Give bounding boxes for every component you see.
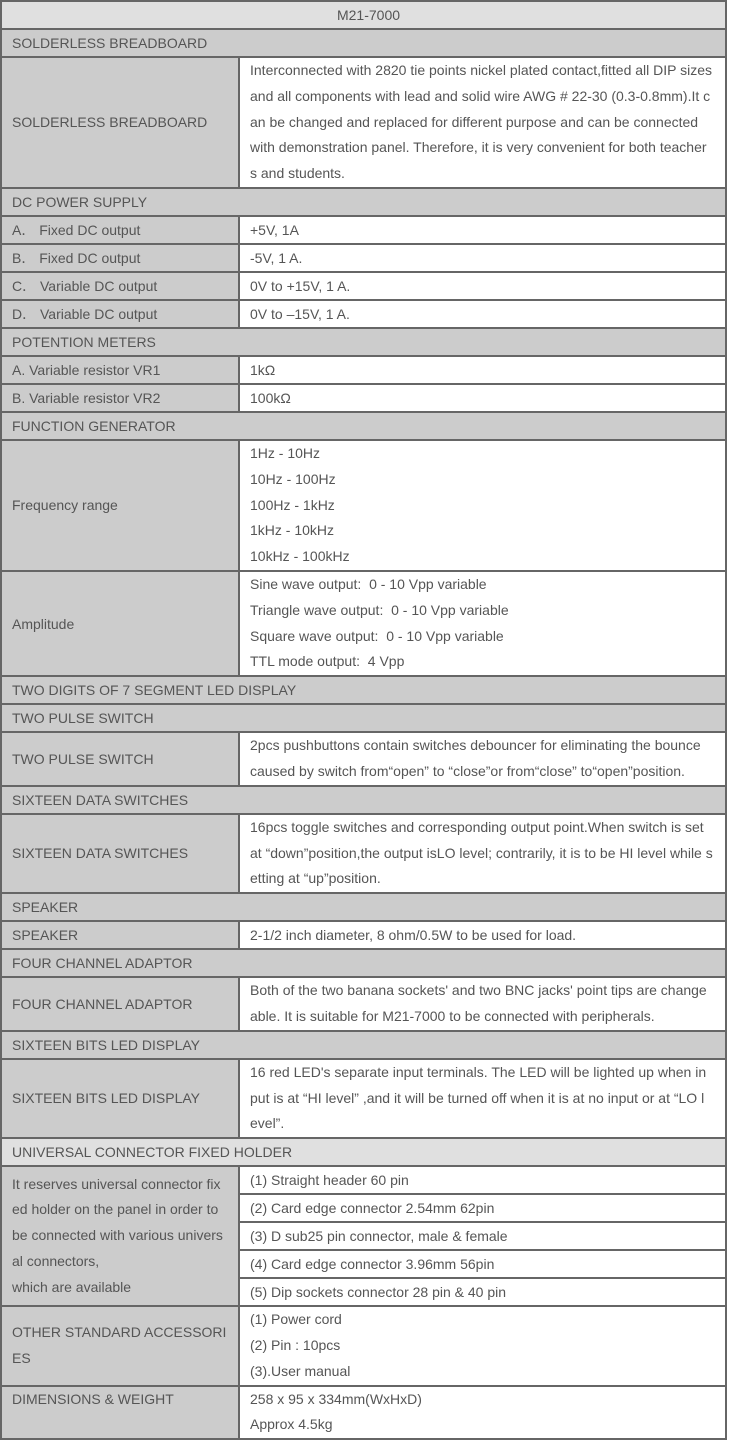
- row-label: C． Variable DC output: [1, 272, 239, 300]
- section-header-connector-holder: UNIVERSAL CONNECTOR FIXED HOLDER: [1, 1138, 726, 1166]
- section-header-dc-power: DC POWER SUPPLY: [1, 188, 726, 216]
- row-label: [1, 1386, 239, 1440]
- text-line: 10Hz - 100Hz: [250, 470, 336, 487]
- text-line: Square wave output: 0 - 10 Vpp variable: [250, 627, 504, 644]
- row-label: FOUR CHANNEL ADAPTOR: [1, 977, 239, 1031]
- row-value: [239, 814, 726, 893]
- row-label: SOLDERLESS BREADBOARD: [1, 57, 239, 188]
- table-row: [1, 571, 726, 676]
- row-label: [1, 1306, 239, 1385]
- row-value: [239, 732, 726, 786]
- table-row: [1, 814, 726, 893]
- text-line: Both of the two banana sockets' and two BNC jacks' point tips are change: [250, 982, 707, 999]
- row-value: (3) D sub25 pin connector, male & female: [239, 1222, 726, 1250]
- table-row: [1, 244, 726, 272]
- table-row: [1, 977, 726, 1031]
- text-line: and all components with lead and solid wire AWG # 22-30 (0.3-0.8mm).It c: [250, 87, 711, 104]
- row-value: [239, 571, 726, 676]
- text-line: put is at “HI level” ,and it will be turned off when it is at no input or at “LO l: [250, 1089, 705, 1106]
- text-line: caused by switch from“open” to “close”or from“close” to“open”position.: [250, 762, 685, 779]
- text-line: 100Hz - 1kHz: [250, 496, 335, 513]
- text-line: 1kHz - 10kHz: [250, 522, 335, 539]
- text-line: (2) Pin : 10pcs: [250, 1336, 341, 1353]
- table-row: [1, 1306, 726, 1385]
- text-line: 16pcs toggle switches and corresponding output point.When switch is set: [250, 818, 704, 835]
- row-value: 0V to –15V, 1 A.: [239, 300, 726, 328]
- text-line: able. It is suitable for M21-7000 to be connected with peripherals.: [250, 1007, 655, 1024]
- row-label: SIXTEEN BITS LED DISPLAY: [1, 1059, 239, 1138]
- text-line: 10kHz - 100kHz: [250, 548, 350, 565]
- text-line: ES: [12, 1349, 31, 1366]
- text-line: Approx 4.5kg: [250, 1416, 333, 1433]
- text-line: at “down”position,the output isLO level; contrarily, it is to be HI level while s: [250, 844, 713, 861]
- section-header-pulse-switch: TWO PULSE SWITCH: [1, 704, 726, 732]
- row-value: (4) Card edge connector 3.96mm 56pin: [239, 1250, 726, 1278]
- row-label: SPEAKER: [1, 921, 239, 949]
- text-line: (3).User manual: [250, 1362, 351, 1379]
- table-row: [1, 57, 726, 188]
- table-row: [1, 216, 726, 244]
- row-label: [1, 1166, 239, 1306]
- text-line: Sine wave output: 0 - 10 Vpp variable: [250, 575, 487, 592]
- row-value: (2) Card edge connector 2.54mm 62pin: [239, 1194, 726, 1222]
- table-row: [1, 300, 726, 328]
- section-header-four-channel: FOUR CHANNEL ADAPTOR: [1, 949, 726, 977]
- text-line: etting at “up”position.: [250, 870, 381, 887]
- table-row: [1, 440, 726, 571]
- text-line: 2pcs pushbuttons contain switches debouncer for eliminating the bounce: [250, 737, 701, 754]
- text-line: (1) Power cord: [250, 1311, 342, 1328]
- section-header-led-display: SIXTEEN BITS LED DISPLAY: [1, 1031, 726, 1059]
- row-label: TWO PULSE SWITCH: [1, 732, 239, 786]
- text-line: TTL mode output: 4 Vpp: [250, 653, 405, 670]
- text-line: 258 x 95 x 334mm(WxHxD): [250, 1390, 422, 1407]
- table-row: [1, 1166, 726, 1194]
- row-value: [239, 977, 726, 1031]
- row-label: Frequency range: [1, 440, 239, 571]
- row-value: +5V, 1A: [239, 216, 726, 244]
- text-line: DIMENSIONS & WEIGHT: [12, 1390, 174, 1407]
- row-value: [239, 1306, 726, 1385]
- row-value: (1) Straight header 60 pin: [239, 1166, 726, 1194]
- row-value: 2-1/2 inch diameter, 8 ohm/0.5W to be used for load.: [239, 921, 726, 949]
- table-row: [1, 921, 726, 949]
- table-row: [1, 1386, 726, 1440]
- text-line: with demonstration panel. Therefore, it is very convenient for both teacher: [250, 139, 707, 156]
- text-line: It reserves universal connector fix: [12, 1175, 221, 1192]
- table-row: [1, 272, 726, 300]
- row-value: [239, 1386, 726, 1440]
- table-row: [1, 356, 726, 384]
- row-value: 0V to +15V, 1 A.: [239, 272, 726, 300]
- text-line: evel”.: [250, 1115, 285, 1132]
- section-header-data-switches: SIXTEEN DATA SWITCHES: [1, 786, 726, 814]
- row-label: B. Variable resistor VR2: [1, 384, 239, 412]
- text-line: al connectors,: [12, 1253, 100, 1270]
- table-title: M21-7000: [1, 1, 726, 29]
- text-line: which are available: [12, 1278, 132, 1295]
- row-label: D． Variable DC output: [1, 300, 239, 328]
- row-label: A. Variable resistor VR1: [1, 356, 239, 384]
- section-header-potentiometers: POTENTION METERS: [1, 328, 726, 356]
- table-row: [1, 1059, 726, 1138]
- text-line: OTHER STANDARD ACCESSORI: [12, 1324, 227, 1341]
- row-label: A． Fixed DC output: [1, 216, 239, 244]
- row-label: B． Fixed DC output: [1, 244, 239, 272]
- row-value: -5V, 1 A.: [239, 244, 726, 272]
- section-header-function-generator: FUNCTION GENERATOR: [1, 412, 726, 440]
- text-line: Interconnected with 2820 tie points nickel plated contact,fitted all DIP sizes: [250, 62, 713, 78]
- text-line: 1Hz - 10Hz: [250, 444, 321, 461]
- row-value: [239, 440, 726, 571]
- text-line: s and students.: [250, 165, 345, 182]
- text-line: be connected with various univers: [12, 1227, 223, 1244]
- row-value: [239, 1059, 726, 1138]
- text-line: an be changed and replaced for different purpose and can be connected: [250, 113, 699, 130]
- text-line: ed holder on the panel in order to: [12, 1201, 219, 1218]
- table-row: [1, 384, 726, 412]
- table-row: [1, 732, 726, 786]
- section-header-speaker: SPEAKER: [1, 893, 726, 921]
- row-value: 100kΩ: [239, 384, 726, 412]
- text-line: 16 red LED's separate input terminals. The LED will be lighted up when in: [250, 1063, 707, 1080]
- row-value: (5) Dip sockets connector 28 pin & 40 pin: [239, 1278, 726, 1306]
- section-header-breadboard: SOLDERLESS BREADBOARD: [1, 29, 726, 57]
- row-label: SIXTEEN DATA SWITCHES: [1, 814, 239, 893]
- text-line: Triangle wave output: 0 - 10 Vpp variable: [250, 601, 509, 618]
- row-value: 1kΩ: [239, 356, 726, 384]
- row-value: [239, 57, 726, 188]
- row-label: Amplitude: [1, 571, 239, 676]
- section-header-seven-segment: TWO DIGITS OF 7 SEGMENT LED DISPLAY: [1, 676, 726, 704]
